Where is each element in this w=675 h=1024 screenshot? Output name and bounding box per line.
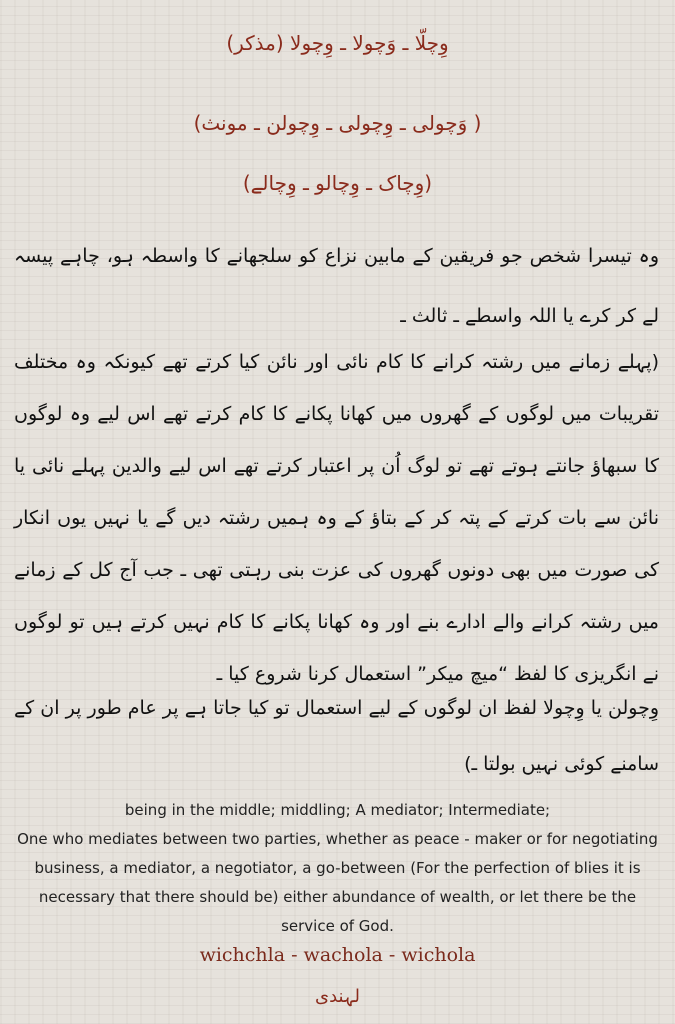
transliteration: wichchla - wachola - wichola — [199, 944, 476, 966]
urdu-definition-mediator: وہ تیسرا شخص جو فریقین کے مابین نزاع کو سلجھانے کا واسطہ ہو، چاہے پیسہ لے کر کرے یا اللہ واسطے ـ ثالث ـ — [14, 245, 659, 327]
heading-feminine-forms: ( وَچولی ـ وِچولی ـ وِچولن ـ مونث) — [193, 111, 482, 135]
heading-masculine-forms: وِچلّا ـ وَچولا ـ وِچولا (مذکر) — [226, 31, 449, 55]
english-definition — [10, 796, 665, 941]
english-definition-long: One who mediates between two parties, whether as peace - maker or for negotiating business, a mediator, a negotiator, a go-between (For the perfection of blies it is necessary that there should be) either abundance of wealth, or let there be the service of God. — [17, 830, 658, 935]
language-label: لہندی — [315, 986, 360, 1007]
urdu-definition-matchmaker-note: (پہلے زمانے میں رشتہ کرانے کا کام نائی اور نائن کیا کرتے تھے کیونکہ وہ مختلف تقریبات میں لوگوں کے گھروں میں کھانا پکانے کا کام کرتے تھے اس لیے وہ لوگوں کا سبھاؤ جانتے ہوتے تھے تو لوگ اُن پر اعتبار کرتے تھے اس لیے والدین پہلے نائی یا نائن سے بات کرتے کے پتہ کر کے بتاؤ کے وہ ہمیں رشتہ دیں گے یا نہیں یوں انکار کی صورت میں بھی دونوں گھروں کی عزت بنی رہتی تھی ـ جب آج کل کے زمانے میں رشتہ کرانے والے ادارے بنے اور وہ کھانا پکانے کا کام نہیں کرتے ہیں تو لوگوں نے انگریزی کا لفظ “میچ میکر” استعمال کرنا شروع کیا ـ — [14, 351, 659, 685]
english-definition-short: being in the middle; middling; A mediator; Intermediate; — [124, 801, 551, 819]
heading-plural-forms: (وِچاک ـ وِچالو ـ وِچالے) — [242, 171, 433, 195]
urdu-definition-usage-note: وِچولن یا وِچولا لفظ ان لوگوں کے لیے استعمال تو کیا جاتا ہے پر عام طور پر ان کے سامنے کوئی نہیں بولتا ـ) — [14, 697, 659, 775]
